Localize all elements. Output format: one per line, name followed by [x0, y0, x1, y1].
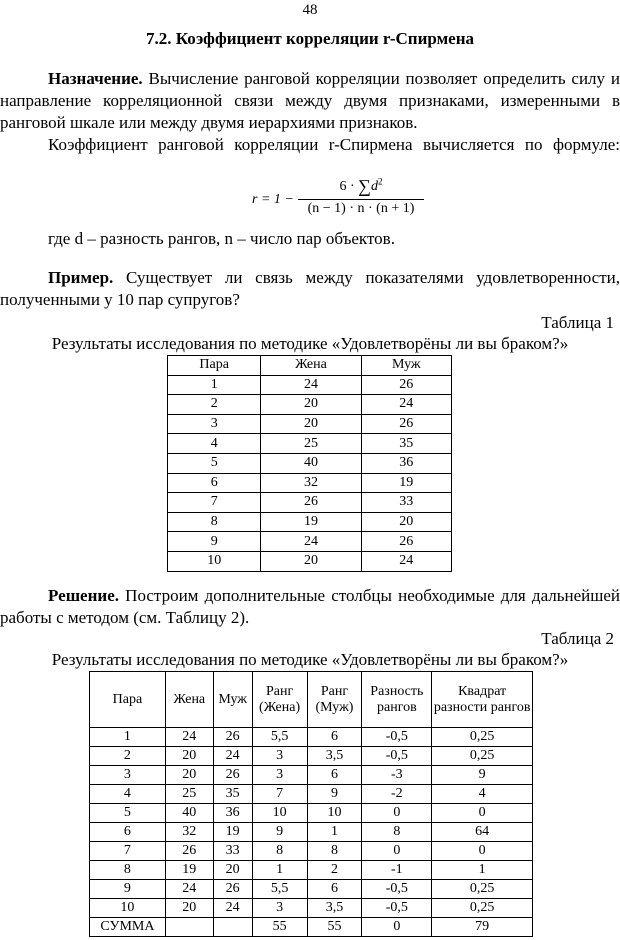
table-row: [168, 493, 452, 513]
table-cell: 26: [261, 493, 361, 513]
solution-text: Построим дополнительные столбцы необходимые для дальнейшей работы с методом (см. Таблицу 2).: [0, 586, 620, 627]
table-cell: 9: [307, 785, 362, 804]
table2-header-cell: Разность рангов: [362, 672, 432, 728]
table2-label: Таблица 2: [541, 629, 614, 648]
solution-label: Решение.: [48, 586, 119, 605]
table-cell: 0,25: [432, 899, 533, 918]
table-cell: 7: [90, 842, 166, 861]
table-cell: 1: [252, 861, 307, 880]
table-cell: 24: [165, 880, 213, 899]
table-cell: 8: [168, 512, 261, 532]
table-cell: 33: [361, 493, 451, 513]
table-cell: 7: [252, 785, 307, 804]
table-cell: -3: [362, 766, 432, 785]
table-cell: 4: [90, 785, 166, 804]
table-cell: 35: [213, 785, 252, 804]
formula-d: d: [371, 179, 378, 194]
page-number: 48: [302, 2, 318, 18]
table-cell: -0,5: [362, 747, 432, 766]
table-cell: 3: [90, 766, 166, 785]
table-cell: 4: [432, 785, 533, 804]
table-cell: 3: [252, 766, 307, 785]
table-cell: 0: [432, 804, 533, 823]
example-text: Существует ли связь между показателями удовлетворенности, полученными у 10 пар супругов?: [0, 268, 620, 309]
table1-header-cell: Пара: [168, 356, 261, 376]
table-cell: 19: [361, 473, 451, 493]
table2: [89, 671, 533, 937]
table-cell: 40: [165, 804, 213, 823]
table1-header-row: [168, 356, 452, 376]
table-row: [90, 918, 533, 937]
table-cell: 8: [90, 861, 166, 880]
table-cell: 35: [361, 434, 451, 454]
table2-header-cell: Пара: [90, 672, 166, 728]
table-cell: 19: [165, 861, 213, 880]
table-cell: 5: [168, 453, 261, 473]
table-cell: 9: [252, 823, 307, 842]
table-cell: 20: [261, 551, 361, 571]
table-cell: 8: [362, 823, 432, 842]
table-cell: [165, 918, 213, 937]
table-cell: 26: [361, 375, 451, 395]
table-cell: 55: [252, 918, 307, 937]
table-cell: 79: [432, 918, 533, 937]
table-cell: 5,5: [252, 880, 307, 899]
table-cell: 4: [168, 434, 261, 454]
table-cell: -1: [362, 861, 432, 880]
formula-denominator: (n − 1) · n · (n + 1): [307, 201, 415, 216]
table-row: [168, 551, 452, 571]
table-cell: -0,5: [362, 899, 432, 918]
table-cell: 36: [213, 804, 252, 823]
table2-body: [90, 728, 533, 937]
solution-paragraph: [0, 585, 620, 629]
table-cell: 9: [168, 532, 261, 552]
table-cell: 3: [252, 747, 307, 766]
table-cell: -0,5: [362, 728, 432, 747]
table-row: [168, 434, 452, 454]
table1-body: [168, 375, 452, 571]
table-row: [90, 747, 533, 766]
table-row: [90, 899, 533, 918]
table-cell: 3: [168, 414, 261, 434]
example-paragraph: [0, 267, 620, 311]
table-cell: 32: [165, 823, 213, 842]
table-cell: 26: [165, 842, 213, 861]
table1-label: Таблица 1: [541, 313, 614, 332]
table-row: [168, 375, 452, 395]
table-cell: 6: [307, 880, 362, 899]
table-row: [90, 804, 533, 823]
formula-fraction: [298, 176, 424, 217]
spearman-formula: [250, 176, 430, 226]
table-cell: 3: [252, 899, 307, 918]
table-cell: 0: [362, 918, 432, 937]
table-cell: 6: [168, 473, 261, 493]
table2-header-cell: Ранг (Жена): [252, 672, 307, 728]
table-cell: 32: [261, 473, 361, 493]
table-cell: 9: [90, 880, 166, 899]
table-cell: 24: [165, 728, 213, 747]
table-cell: 10: [90, 899, 166, 918]
table-cell: 24: [261, 375, 361, 395]
table-row: [168, 532, 452, 552]
table-cell: 20: [165, 747, 213, 766]
table-cell: 3,5: [307, 899, 362, 918]
table-cell: 5: [90, 804, 166, 823]
table-cell: 25: [165, 785, 213, 804]
table-row: [90, 823, 533, 842]
table-row: [90, 785, 533, 804]
table-cell: 20: [261, 395, 361, 415]
table-cell: [213, 918, 252, 937]
table-row: [168, 512, 452, 532]
table-cell: 10: [307, 804, 362, 823]
table-cell: 33: [213, 842, 252, 861]
table-row: [90, 880, 533, 899]
table1-header-cell: Муж: [361, 356, 451, 376]
table-cell: 20: [165, 899, 213, 918]
table-cell: 3,5: [307, 747, 362, 766]
table-cell: 1: [307, 823, 362, 842]
table-cell: 26: [213, 880, 252, 899]
table-cell: 36: [361, 453, 451, 473]
table-cell: 6: [307, 766, 362, 785]
table-cell: 40: [261, 453, 361, 473]
table-cell: 1: [168, 375, 261, 395]
table-cell: 1: [90, 728, 166, 747]
formula-intro: Коэффициент ранговой корреляции r-Спирмена вычисляется по формуле:: [48, 135, 620, 154]
example-label: Пример.: [48, 268, 114, 287]
table1-header-cell: Жена: [261, 356, 361, 376]
table-cell: СУММА: [90, 918, 166, 937]
table-cell: 19: [213, 823, 252, 842]
purpose-text: Вычисление ранговой корреляции позволяет определить силу и направление корреляционной связи между двумя признаками, измеренными в ранговой шкале или между двумя иерархиями признаков.: [0, 69, 620, 132]
table-cell: 0: [362, 804, 432, 823]
table-cell: 20: [213, 861, 252, 880]
table-row: [168, 453, 452, 473]
table-cell: 1: [432, 861, 533, 880]
table-cell: 10: [252, 804, 307, 823]
table-cell: 20: [261, 414, 361, 434]
table2-header-cell: Муж: [213, 672, 252, 728]
table-cell: 0: [362, 842, 432, 861]
table-row: [168, 414, 452, 434]
table-cell: 2: [307, 861, 362, 880]
where-text: где d – разность рангов, n – число пар объектов.: [48, 229, 395, 248]
formula-lhs: r = 1 −: [252, 192, 294, 207]
table-cell: 64: [432, 823, 533, 842]
table-cell: 2: [90, 747, 166, 766]
table1: [167, 355, 452, 572]
table-cell: 19: [261, 512, 361, 532]
table-cell: 8: [252, 842, 307, 861]
table2-header-cell: Квадрат разности рангов: [432, 672, 533, 728]
table-cell: 9: [432, 766, 533, 785]
section-heading: 7.2. Коэффициент корреляции r-Спирмена: [146, 29, 474, 48]
table-cell: 24: [361, 551, 451, 571]
table-row: [90, 842, 533, 861]
table-row: [90, 766, 533, 785]
table2-caption: Результаты исследования по методике «Удовлетворёны ли вы браком?»: [51, 650, 569, 669]
table-cell: 0,25: [432, 728, 533, 747]
table2-header-cell: Ранг (Муж): [307, 672, 362, 728]
table-cell: 0: [432, 842, 533, 861]
table-row: [168, 395, 452, 415]
table-row: [90, 728, 533, 747]
table-cell: 0,25: [432, 747, 533, 766]
fraction-bar: [298, 199, 424, 200]
table-cell: 26: [213, 766, 252, 785]
table-cell: 6: [307, 728, 362, 747]
table-cell: 26: [361, 532, 451, 552]
sigma-symbol: ∑: [358, 176, 371, 196]
table-row: [90, 861, 533, 880]
formula-exponent: 2: [378, 176, 383, 187]
table-row: [168, 473, 452, 493]
table-cell: 24: [361, 395, 451, 415]
table2-header-row: [90, 672, 533, 728]
table2-header-cell: Жена: [165, 672, 213, 728]
purpose-paragraph: [0, 68, 620, 156]
table-cell: -0,5: [362, 880, 432, 899]
purpose-label: Назначение.: [48, 69, 143, 88]
table-cell: 55: [307, 918, 362, 937]
table-cell: 7: [168, 493, 261, 513]
table-cell: 20: [165, 766, 213, 785]
table-cell: 24: [213, 899, 252, 918]
table-cell: 2: [168, 395, 261, 415]
table-cell: 10: [168, 551, 261, 571]
table-cell: 20: [361, 512, 451, 532]
table-cell: 8: [307, 842, 362, 861]
formula-six: 6 ·: [339, 179, 359, 194]
table-cell: 26: [361, 414, 451, 434]
table-cell: 24: [261, 532, 361, 552]
table-cell: 26: [213, 728, 252, 747]
table-cell: 5,5: [252, 728, 307, 747]
table-cell: 25: [261, 434, 361, 454]
formula-numerator: [298, 176, 424, 198]
table-cell: 6: [90, 823, 166, 842]
table-cell: 24: [213, 747, 252, 766]
table1-caption: Результаты исследования по методике «Удовлетворёны ли вы браком?»: [51, 334, 569, 353]
table-cell: -2: [362, 785, 432, 804]
table-cell: 0,25: [432, 880, 533, 899]
